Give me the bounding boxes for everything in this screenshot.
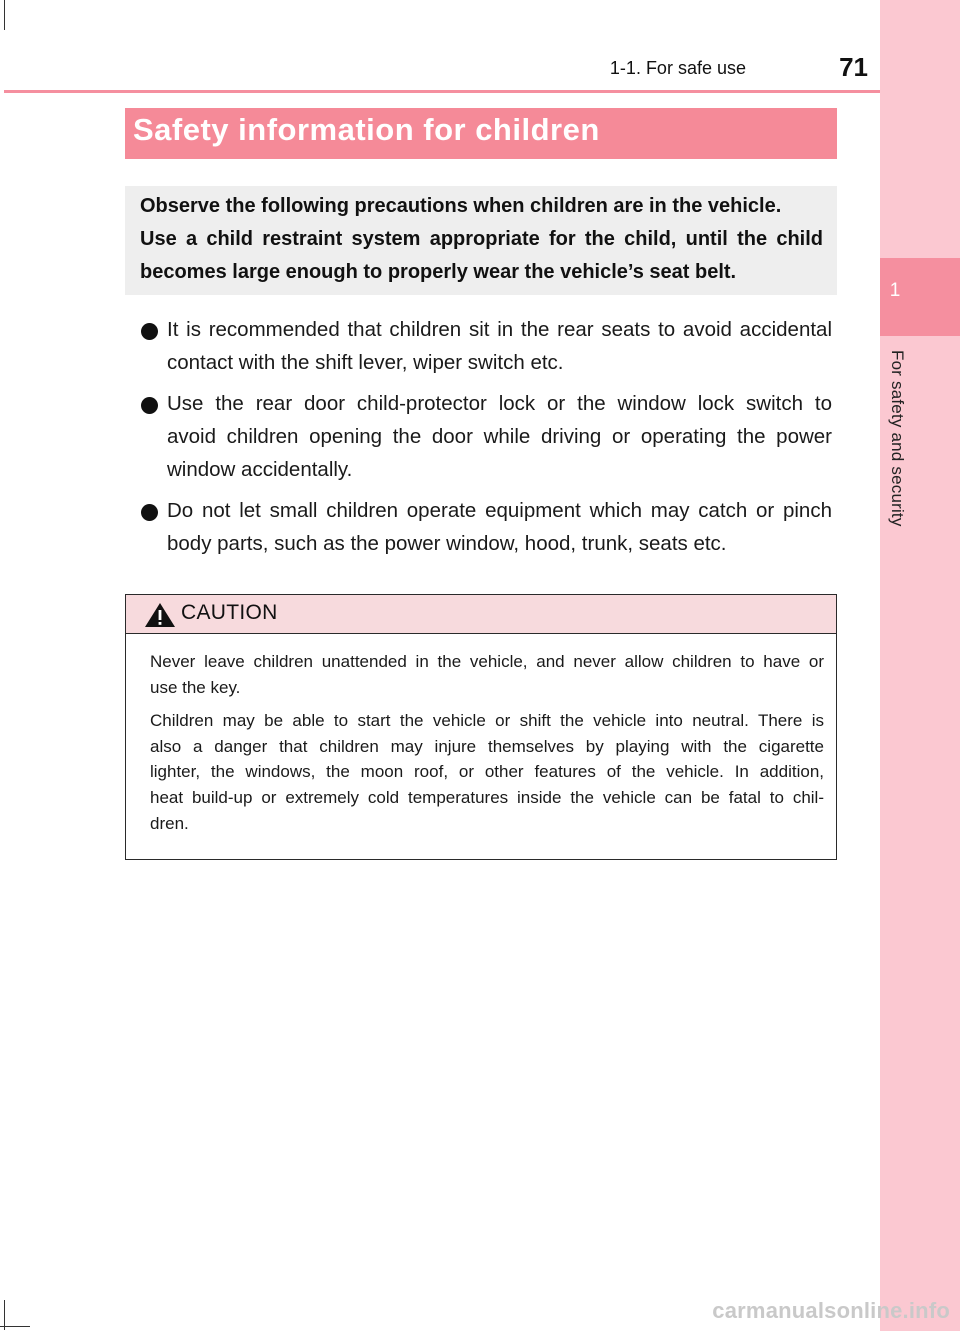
intro-line: Use a child restraint system appropriate for the child, until the child <box>140 228 823 250</box>
caution-line: also a danger that children may injure themselves by playing with the cigarette <box>150 736 824 756</box>
caution-line: dren. <box>150 813 189 833</box>
caution-paragraph <box>150 649 824 700</box>
caution-line: use the key. <box>150 677 241 697</box>
caution-box <box>125 594 837 860</box>
crop-mark <box>4 0 5 30</box>
watermark-link[interactable]: carmanualsonline.info <box>712 1298 950 1323</box>
crop-mark <box>0 1326 30 1327</box>
title-banner <box>125 108 837 159</box>
bullet-icon <box>141 397 158 414</box>
caution-line: heat build-up or extremely cold temperatures inside the vehicle can be fatal to chil- <box>150 787 824 807</box>
list-item <box>140 387 832 486</box>
intro-box <box>125 186 837 295</box>
list-item <box>140 313 832 379</box>
caution-paragraph <box>150 708 824 836</box>
section-heading: 1-1. For safe use <box>609 58 746 78</box>
caution-line: Never leave children unattended in the vehicle, and never allow children to have or <box>150 652 824 671</box>
bullet-line: avoid children opening the door while driving or operating the power <box>167 425 832 448</box>
warning-triangle-icon <box>144 602 176 628</box>
bullet-icon <box>141 504 158 521</box>
bullet-line: contact with the shift lever, wiper switch etc. <box>167 351 564 374</box>
bullet-line: body parts, such as the power window, hood, trunk, seats etc. <box>167 532 727 555</box>
caution-header <box>126 595 836 634</box>
header-rule <box>4 90 880 93</box>
page-number: 71 <box>839 52 868 82</box>
chapter-tab[interactable] <box>880 258 960 336</box>
bullet-line: Use the rear door child-protector lock or the window lock switch to <box>167 392 832 415</box>
caution-line: Children may be able to start the vehicle or shift the vehicle into neutral. There is <box>150 711 824 731</box>
bullet-line: Do not let small children operate equipment which may catch or pinch <box>167 499 832 522</box>
bullet-line: It is recommended that children sit in the rear seats to avoid accidental <box>167 318 832 341</box>
bullet-icon <box>141 323 158 340</box>
caution-line: lighter, the windows, the moon roof, or other features of the vehicle. In addition, <box>150 762 824 782</box>
chapter-number: 1 <box>889 280 901 301</box>
page-title: Safety information for children <box>133 112 600 147</box>
list-item <box>140 494 832 560</box>
precaution-list <box>140 313 832 568</box>
intro-line: Observe the following precautions when children are in the vehicle. <box>140 195 782 217</box>
bullet-line: window accidentally. <box>167 458 353 481</box>
intro-line: becomes large enough to properly wear the vehicle’s seat belt. <box>140 261 737 283</box>
caution-body <box>150 649 824 844</box>
caution-label: CAUTION <box>181 601 278 624</box>
chapter-label: For safety and security <box>888 350 907 527</box>
side-strip <box>880 0 960 1331</box>
